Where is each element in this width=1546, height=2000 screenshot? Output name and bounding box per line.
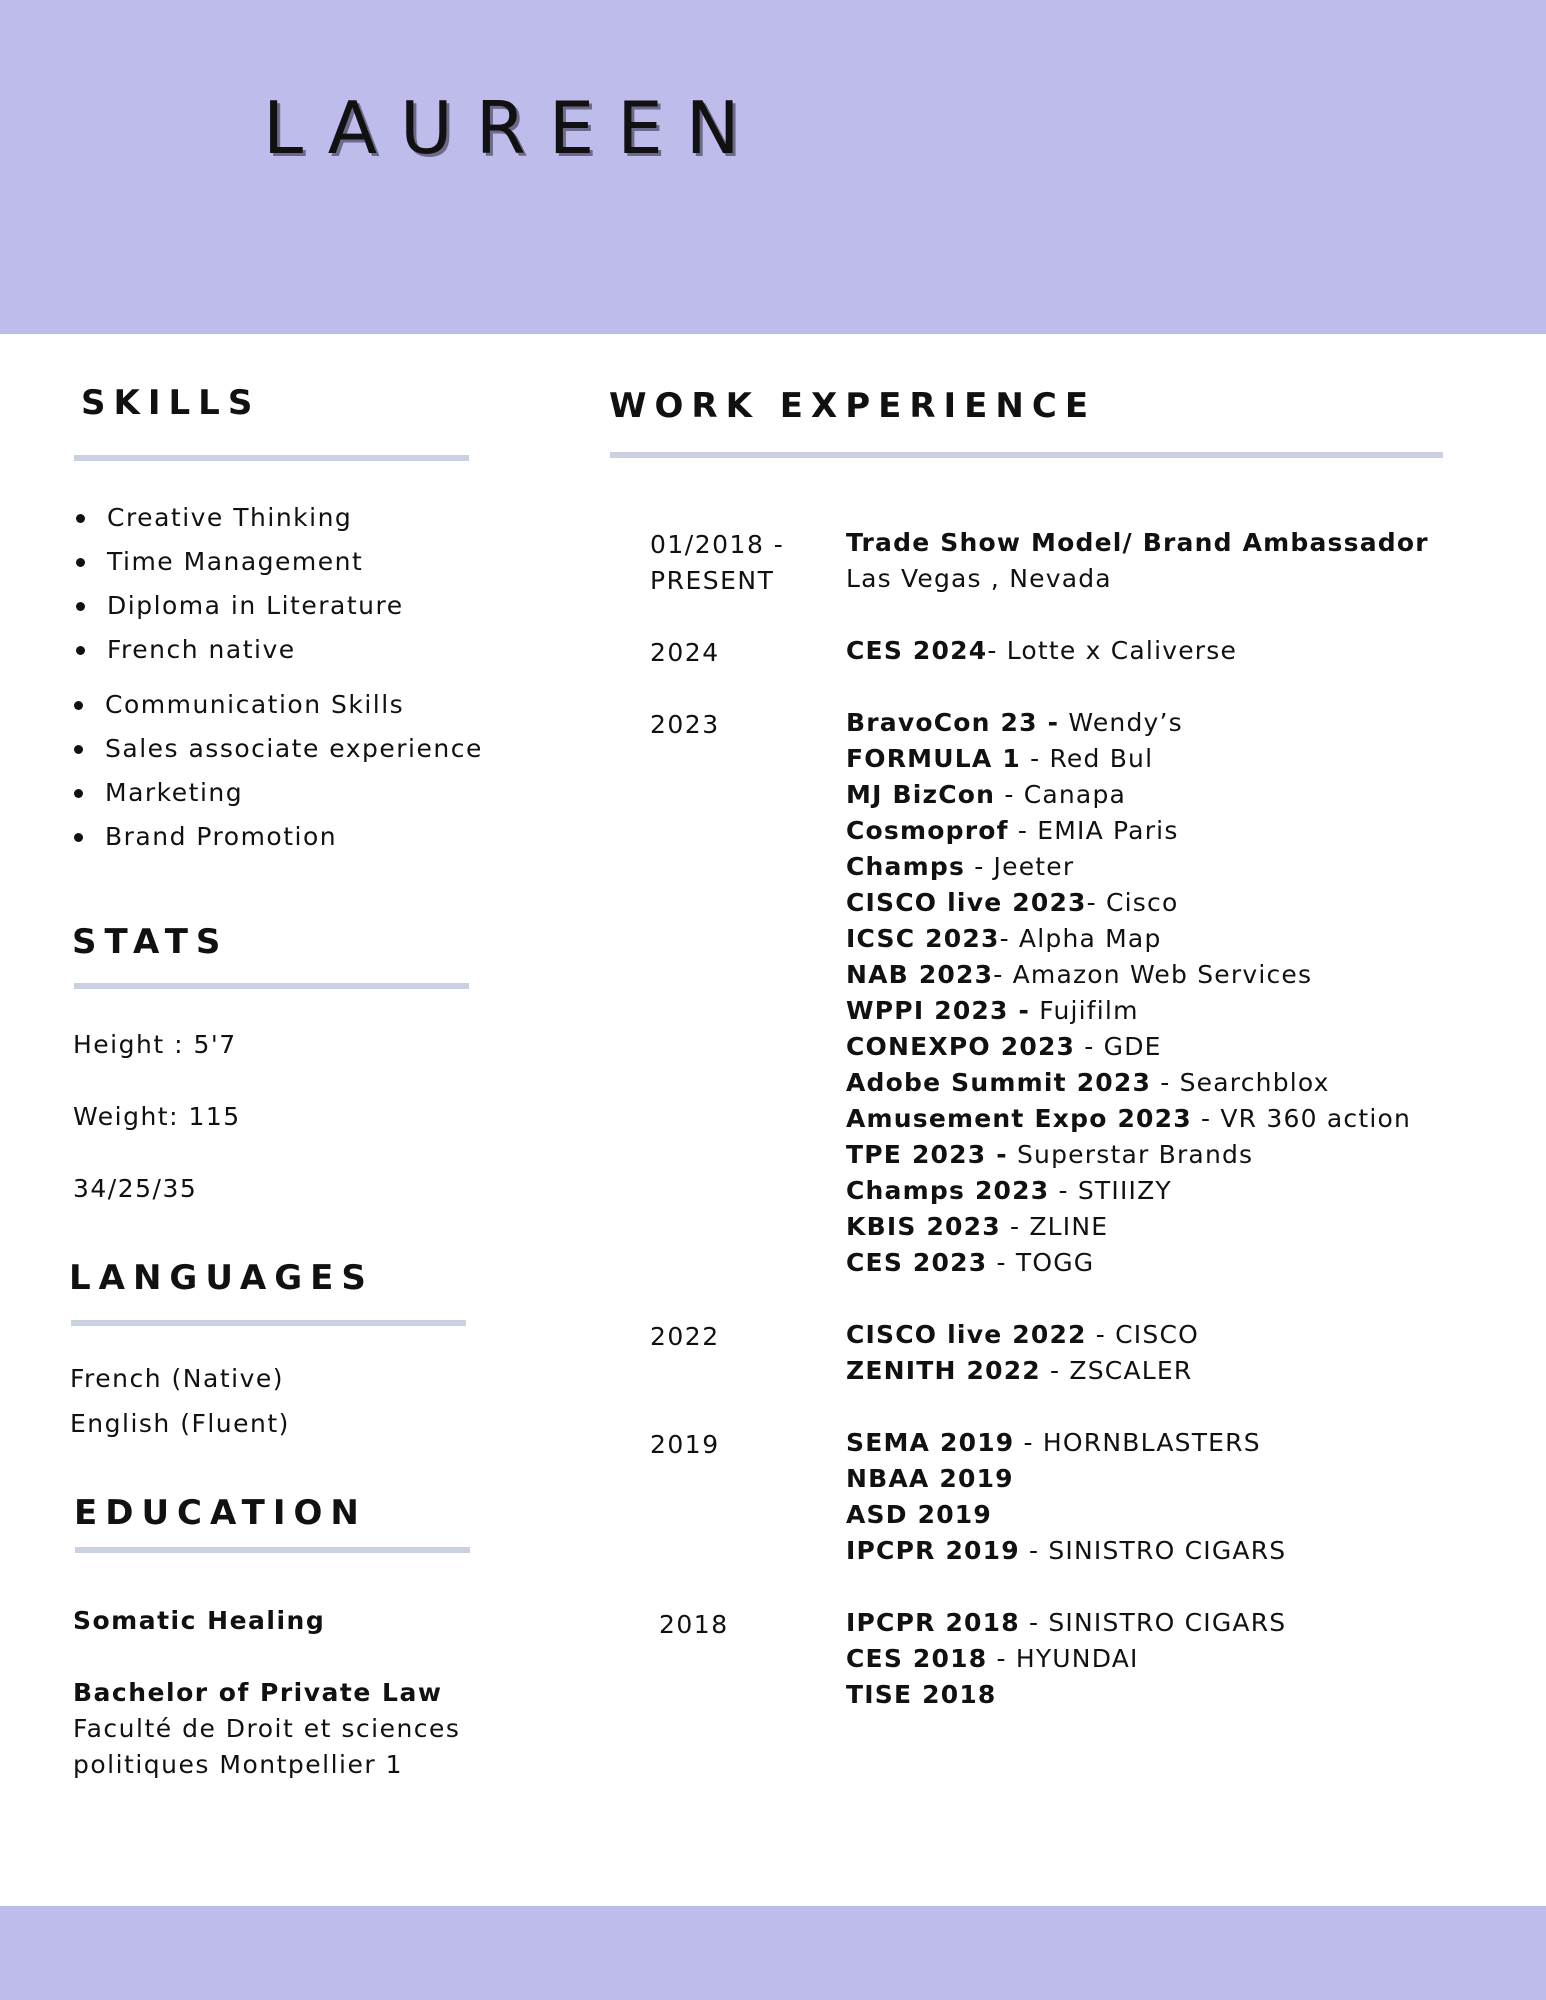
event-line: ASD 2019 bbox=[846, 1500, 992, 1529]
year-entries-2018 bbox=[846, 1605, 1286, 1713]
event-line: Adobe Summit 2023 - Searchblox bbox=[846, 1068, 1330, 1097]
skill-item: Creative Thinking bbox=[74, 496, 404, 540]
education-school-line1: Faculté de Droit et sciences bbox=[73, 1714, 461, 1743]
role-location: Las Vegas , Nevada bbox=[846, 564, 1112, 593]
event-line: ZENITH 2022 - ZSCALER bbox=[846, 1356, 1193, 1385]
event-line: CES 2024- Lotte x Caliverse bbox=[846, 636, 1238, 665]
event-line: BravoCon 23 - Wendy’s bbox=[846, 708, 1183, 737]
skill-item: Brand Promotion bbox=[72, 815, 483, 859]
languages-rule bbox=[71, 1320, 466, 1326]
event-line: NBAA 2019 bbox=[846, 1464, 1014, 1493]
event-line: MJ BizCon - Canapa bbox=[846, 780, 1127, 809]
event-line: KBIS 2023 - ZLINE bbox=[846, 1212, 1109, 1241]
skills-list-a bbox=[74, 496, 404, 672]
event-line: Amusement Expo 2023 - VR 360 action bbox=[846, 1104, 1412, 1133]
education-title: EDUCATION bbox=[74, 1493, 367, 1533]
event-line: IPCPR 2018 - SINISTRO CIGARS bbox=[846, 1608, 1287, 1637]
year-entries-2022 bbox=[846, 1317, 1199, 1389]
event-line: IPCPR 2019 - SINISTRO CIGARS bbox=[846, 1536, 1287, 1565]
role-period bbox=[650, 527, 784, 599]
event-line: NAB 2023- Amazon Web Services bbox=[846, 960, 1313, 989]
event-line: ICSC 2023- Alpha Map bbox=[846, 924, 1162, 953]
stat-measurements: 34/25/35 bbox=[73, 1174, 198, 1203]
year-entries-2023 bbox=[846, 705, 1411, 1281]
year-label: 2023 bbox=[650, 710, 720, 739]
skill-item: Marketing bbox=[72, 771, 483, 815]
event-line: Cosmoprof - EMIA Paris bbox=[846, 816, 1179, 845]
work-experience-rule bbox=[610, 452, 1443, 458]
work-experience-title: WORK EXPERIENCE bbox=[609, 386, 1097, 426]
skills-rule bbox=[74, 455, 469, 461]
event-line: CES 2023 - TOGG bbox=[846, 1248, 1095, 1277]
education-school-line2: politiques Montpellier 1 bbox=[73, 1750, 403, 1779]
header-band bbox=[0, 0, 1546, 334]
candidate-name: LAUREEN bbox=[263, 86, 763, 170]
education-rule bbox=[75, 1547, 470, 1553]
skill-item: French native bbox=[74, 628, 404, 672]
event-line: TISE 2018 bbox=[846, 1680, 997, 1709]
stat-height: Height : 5'7 bbox=[73, 1030, 237, 1059]
role-block bbox=[846, 525, 1429, 597]
skill-item: Communication Skills bbox=[72, 683, 483, 727]
languages-title: LANGUAGES bbox=[69, 1258, 374, 1298]
event-line: CISCO live 2022 - CISCO bbox=[846, 1320, 1199, 1349]
year-label: 2019 bbox=[650, 1430, 720, 1459]
skill-item: Sales associate experience bbox=[72, 727, 483, 771]
year-label: 2022 bbox=[650, 1322, 720, 1351]
event-line: TPE 2023 - Superstar Brands bbox=[846, 1140, 1254, 1169]
footer-band bbox=[0, 1906, 1546, 2000]
language-item: French (Native) bbox=[70, 1364, 285, 1393]
skill-item: Time Management bbox=[74, 540, 404, 584]
stats-rule bbox=[74, 983, 469, 989]
event-line: CONEXPO 2023 - GDE bbox=[846, 1032, 1162, 1061]
event-line: Champs - Jeeter bbox=[846, 852, 1075, 881]
skill-item: Diploma in Literature bbox=[74, 584, 404, 628]
year-label: 2018 bbox=[659, 1610, 729, 1639]
year-entries-2019 bbox=[846, 1425, 1286, 1569]
event-line: WPPI 2023 - Fujifilm bbox=[846, 996, 1139, 1025]
event-line: FORMULA 1 - Red Bul bbox=[846, 744, 1154, 773]
event-line: SEMA 2019 - HORNBLASTERS bbox=[846, 1428, 1261, 1457]
skills-title: SKILLS bbox=[81, 383, 261, 423]
language-item: English (Fluent) bbox=[70, 1409, 290, 1438]
event-line: Champs 2023 - STIIIZY bbox=[846, 1176, 1172, 1205]
year-entries-2024 bbox=[846, 633, 1237, 669]
event-line: CISCO live 2023- Cisco bbox=[846, 888, 1179, 917]
skills-list-b bbox=[72, 683, 483, 859]
role-title: Trade Show Model/ Brand Ambassador bbox=[846, 528, 1429, 557]
education-item-somatic: Somatic Healing bbox=[73, 1606, 326, 1635]
stats-title: STATS bbox=[72, 922, 229, 962]
stat-weight: Weight: 115 bbox=[73, 1102, 241, 1131]
event-line: CES 2018 - HYUNDAI bbox=[846, 1644, 1139, 1673]
role-period-end: PRESENT bbox=[650, 566, 775, 595]
year-label: 2024 bbox=[650, 638, 720, 667]
role-period-start: 01/2018 - bbox=[650, 530, 785, 559]
education-degree-title: Bachelor of Private Law bbox=[73, 1678, 443, 1707]
